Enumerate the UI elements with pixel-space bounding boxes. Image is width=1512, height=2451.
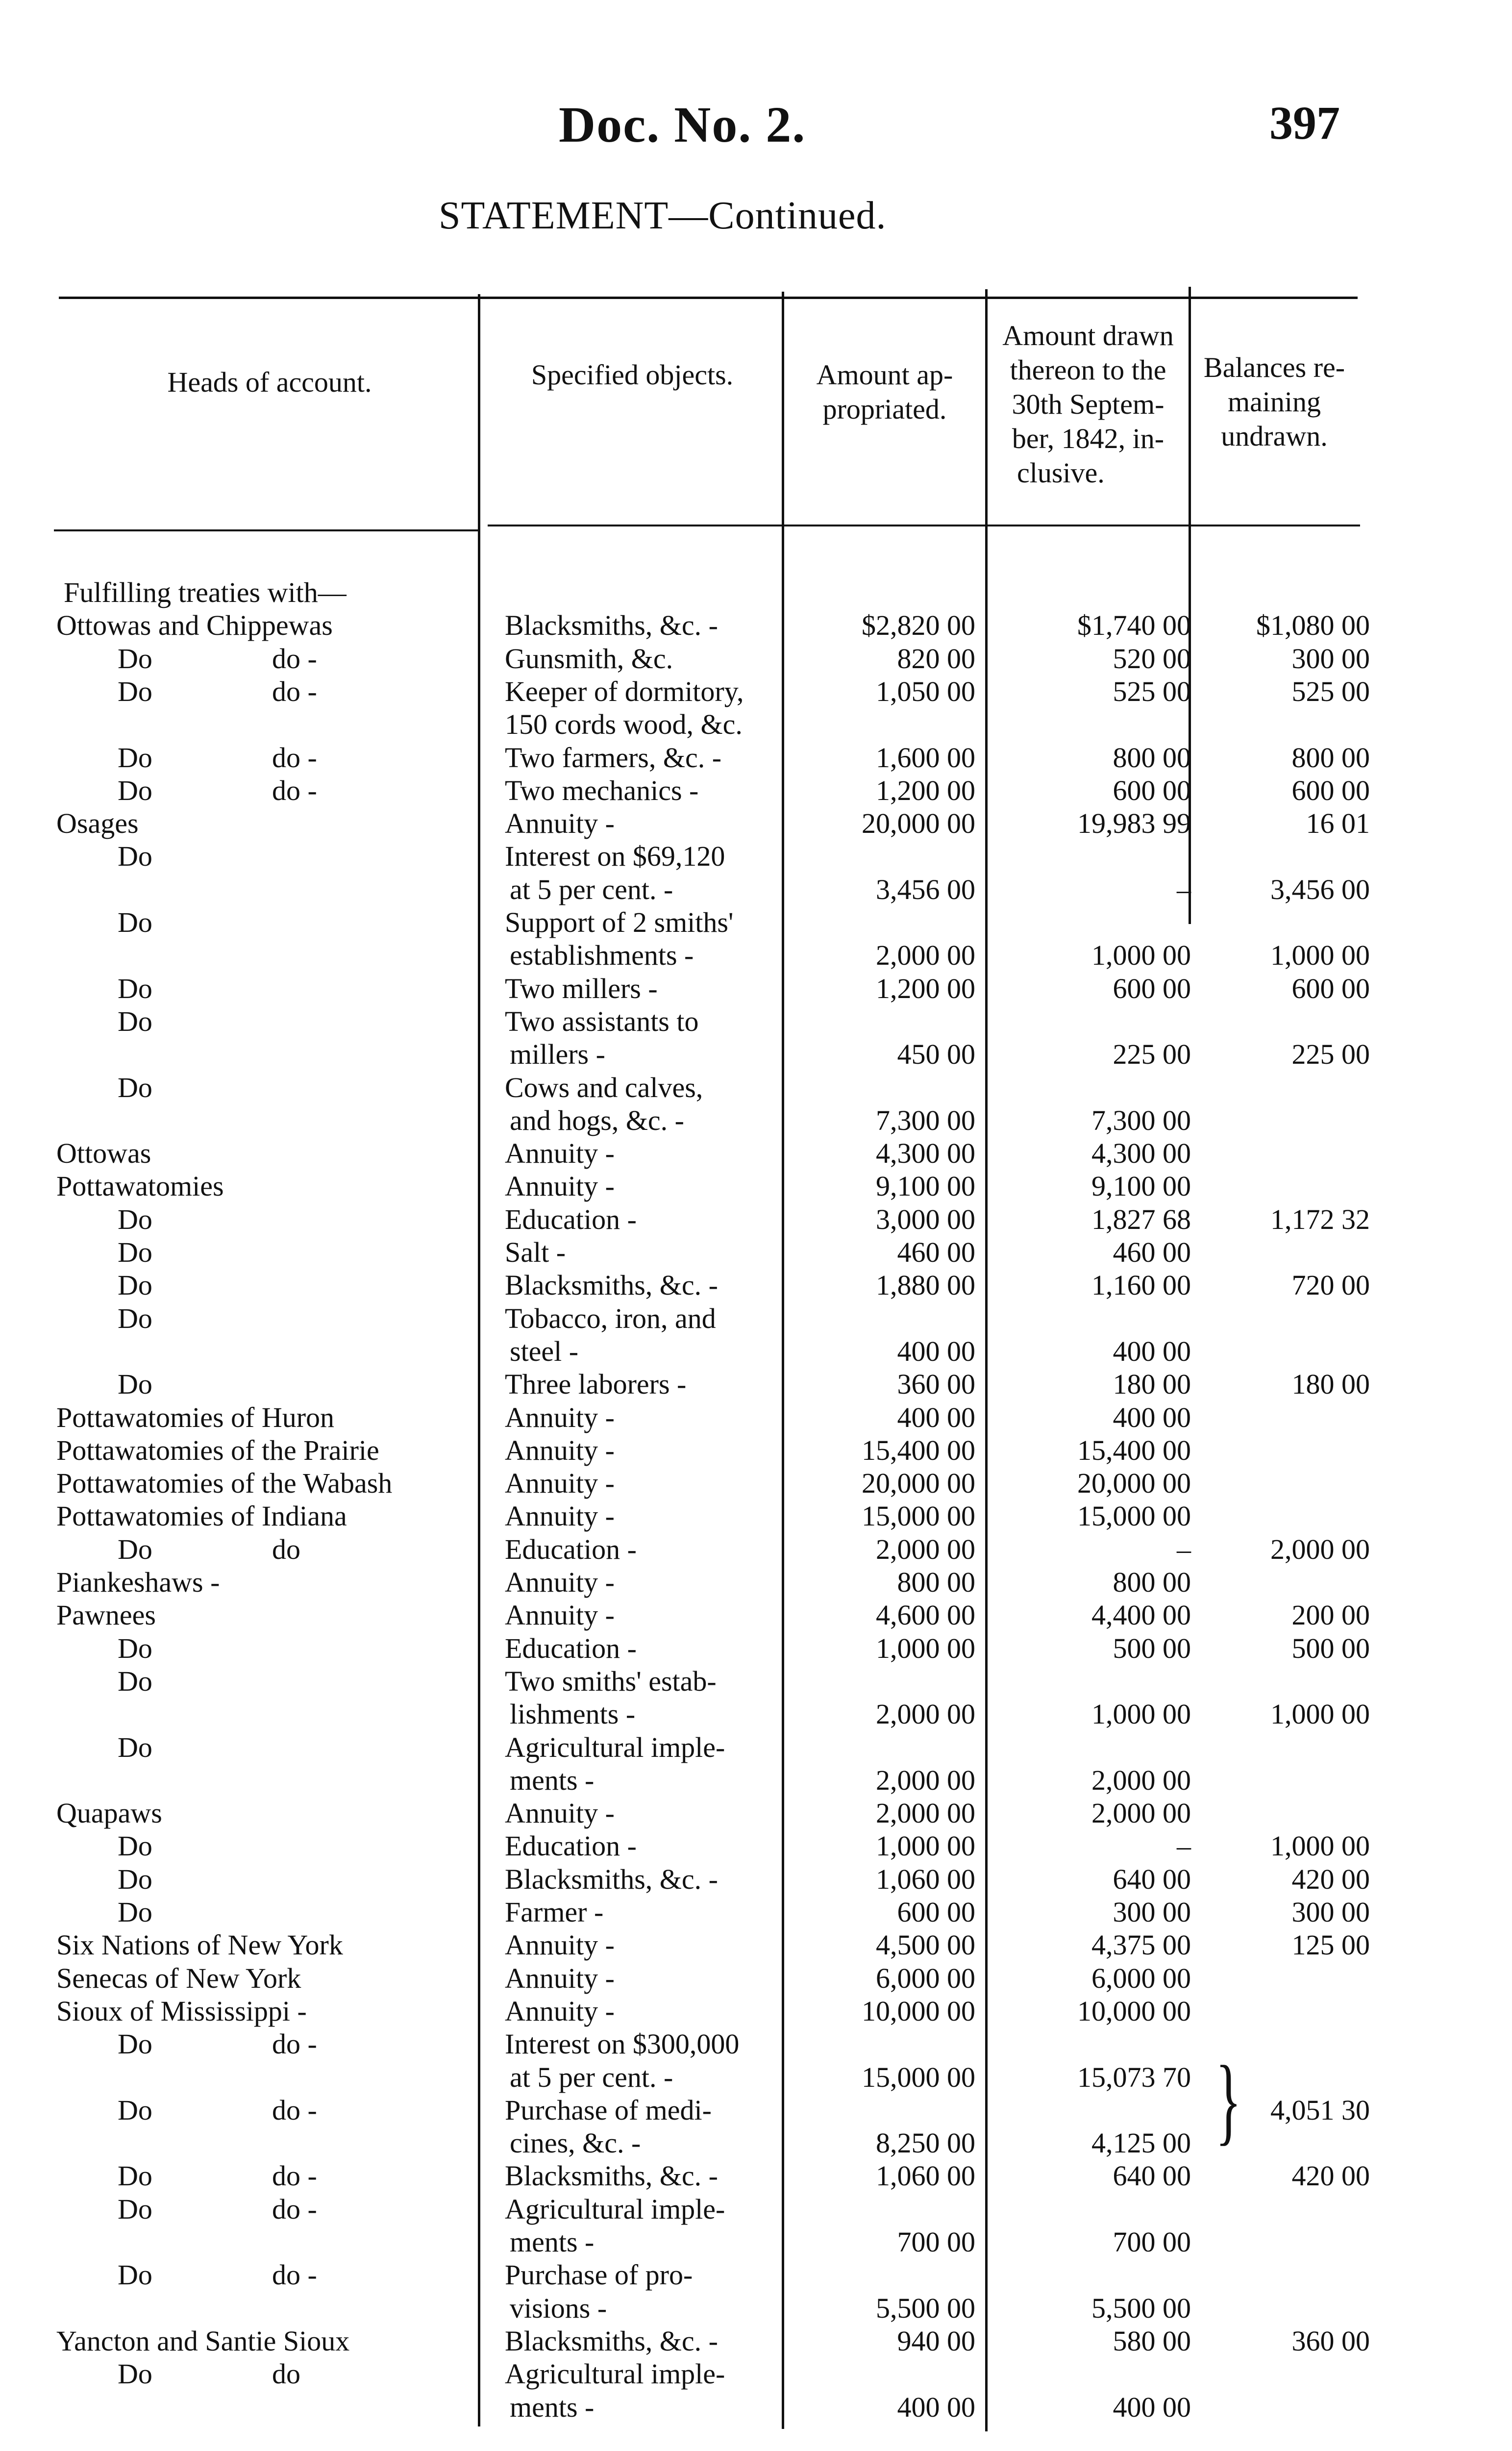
table-row bbox=[0, 1335, 1512, 1368]
table-row bbox=[0, 741, 1512, 775]
table-row bbox=[0, 807, 1512, 840]
cell-head-of-account: Do bbox=[118, 840, 152, 872]
cell-head-ditto: do bbox=[272, 1533, 300, 1565]
cell-specified-object: Blacksmiths, &c. - bbox=[505, 2160, 718, 2192]
cell-specified-object: ments - bbox=[510, 2226, 595, 2258]
cell-amount-appropriated: 4,500 00 bbox=[876, 1929, 975, 1961]
header-heads-of-account bbox=[74, 365, 466, 400]
cell-specified-object: Two millers - bbox=[505, 973, 658, 1004]
cell-specified-object: Annuity - bbox=[505, 1962, 615, 1994]
cell-specified-object: Annuity - bbox=[505, 1500, 615, 1532]
cell-specified-object: Tobacco, iron, and bbox=[505, 1302, 716, 1334]
cell-amount-appropriated: 2,000 00 bbox=[876, 1764, 975, 1796]
cell-amount-drawn: 19,983 99 bbox=[1077, 807, 1191, 839]
cell-head-of-account: Do bbox=[118, 1368, 152, 1400]
header-bottom-rule-right bbox=[488, 525, 1360, 526]
cell-head-of-account: Do bbox=[118, 1269, 152, 1301]
cell-amount-drawn: 15,400 00 bbox=[1077, 1434, 1191, 1466]
cell-amount-drawn: 20,000 00 bbox=[1077, 1467, 1191, 1499]
cell-amount-drawn: – bbox=[1177, 874, 1191, 905]
cell-amount-drawn: 640 00 bbox=[1113, 2160, 1191, 2192]
cell-amount-drawn: 4,375 00 bbox=[1091, 1929, 1191, 1961]
cell-amount-appropriated: 1,000 00 bbox=[876, 1632, 975, 1664]
cell-head-of-account: Do bbox=[118, 742, 152, 774]
cell-specified-object: establishments - bbox=[510, 939, 694, 971]
cell-specified-object: Annuity - bbox=[505, 1170, 615, 1202]
cell-amount-appropriated: 15,400 00 bbox=[862, 1434, 975, 1466]
cell-head-of-account: Ottowas and Chippewas bbox=[56, 609, 333, 641]
cell-amount-drawn: 5,500 00 bbox=[1091, 2292, 1191, 2324]
cell-head-of-account: Fulfilling treaties with— bbox=[64, 576, 347, 608]
table-row bbox=[0, 2391, 1512, 2424]
table-row bbox=[0, 1203, 1512, 1236]
cell-amount-appropriated: 20,000 00 bbox=[862, 1467, 975, 1499]
cell-specified-object: Purchase of medi- bbox=[505, 2094, 712, 2126]
table-row bbox=[0, 1962, 1512, 1995]
cell-head-of-account: Sioux of Mississippi - bbox=[56, 1995, 307, 2027]
cell-balance-undrawn: 180 00 bbox=[1291, 1368, 1370, 1400]
cell-head-of-account: Do bbox=[118, 1203, 152, 1235]
cell-head-of-account: Pottawatomies of the Wabash bbox=[56, 1467, 393, 1499]
cell-head-of-account: Six Nations of New York bbox=[56, 1929, 343, 1961]
table-row bbox=[0, 1071, 1512, 1104]
table-row bbox=[0, 906, 1512, 939]
cell-balance-undrawn: 300 00 bbox=[1291, 643, 1370, 675]
cell-specified-object: Gunsmith, &c. bbox=[505, 643, 673, 675]
cell-specified-object: Annuity - bbox=[505, 1929, 615, 1961]
cell-balance-undrawn: 500 00 bbox=[1291, 1632, 1370, 1664]
cell-specified-object: Annuity - bbox=[505, 1467, 615, 1499]
cell-amount-appropriated: 6,000 00 bbox=[876, 1962, 975, 1994]
cell-amount-drawn: 600 00 bbox=[1113, 973, 1191, 1004]
cell-head-ditto: do - bbox=[272, 2259, 317, 2291]
table-row bbox=[0, 1500, 1512, 1533]
cell-head-of-account: Do bbox=[118, 1533, 152, 1565]
cell-amount-drawn: 1,000 00 bbox=[1091, 939, 1191, 971]
cell-specified-object: Two smiths' estab- bbox=[505, 1665, 717, 1697]
cell-head-of-account: Do bbox=[118, 643, 152, 675]
table-row bbox=[0, 1137, 1512, 1170]
table-row bbox=[0, 1764, 1512, 1797]
cell-amount-drawn: 225 00 bbox=[1113, 1038, 1191, 1070]
table-row bbox=[0, 2258, 1512, 2292]
cell-amount-appropriated: 1,060 00 bbox=[876, 1863, 975, 1895]
cell-specified-object: Interest on $300,000 bbox=[505, 2028, 740, 2060]
cell-head-of-account: Do bbox=[118, 2094, 152, 2126]
cell-head-of-account: Do bbox=[118, 2259, 152, 2291]
header-heads-label: Heads of account. bbox=[167, 366, 372, 398]
table-row bbox=[0, 2027, 1512, 2061]
cell-specified-object: ments - bbox=[510, 2391, 595, 2423]
cell-amount-drawn: 1,000 00 bbox=[1091, 1698, 1191, 1730]
cell-amount-drawn: 400 00 bbox=[1113, 1401, 1191, 1433]
cell-amount-drawn: 7,300 00 bbox=[1091, 1104, 1191, 1136]
cell-amount-appropriated: 2,000 00 bbox=[876, 1533, 975, 1565]
table-row bbox=[0, 609, 1512, 642]
cell-specified-object: Annuity - bbox=[505, 807, 615, 839]
cell-specified-object: Three laborers - bbox=[505, 1368, 687, 1400]
cell-amount-drawn: 4,125 00 bbox=[1091, 2127, 1191, 2159]
cell-amount-drawn: 460 00 bbox=[1113, 1236, 1191, 1268]
cell-amount-appropriated: 1,060 00 bbox=[876, 2160, 975, 2192]
cell-amount-drawn: 600 00 bbox=[1113, 775, 1191, 806]
cell-specified-object: 150 cords wood, &c. bbox=[505, 708, 743, 740]
table-top-rule bbox=[59, 297, 1358, 299]
cell-specified-object: Purchase of pro- bbox=[505, 2259, 693, 2291]
cell-amount-appropriated: 8,250 00 bbox=[876, 2127, 975, 2159]
table-row bbox=[0, 1829, 1512, 1863]
cell-amount-appropriated: 400 00 bbox=[897, 1335, 975, 1367]
cell-specified-object: ments - bbox=[510, 1764, 595, 1796]
cell-specified-object: Agricultural imple- bbox=[505, 2358, 725, 2390]
cell-amount-drawn: 580 00 bbox=[1113, 2325, 1191, 2357]
cell-amount-appropriated: 700 00 bbox=[897, 2226, 975, 2258]
cell-amount-appropriated: 20,000 00 bbox=[862, 807, 975, 839]
table-row bbox=[0, 2292, 1512, 2325]
table-row bbox=[0, 1302, 1512, 1335]
cell-specified-object: Two mechanics - bbox=[505, 775, 699, 806]
cell-balance-undrawn: $1,080 00 bbox=[1256, 609, 1370, 641]
cell-specified-object: Two farmers, &c. - bbox=[505, 742, 722, 774]
table-row bbox=[0, 1401, 1512, 1434]
cell-amount-appropriated: 10,000 00 bbox=[862, 1995, 975, 2027]
table-row bbox=[0, 840, 1512, 873]
cell-head-of-account: Do bbox=[118, 906, 152, 938]
cell-specified-object: cines, &c. - bbox=[510, 2127, 641, 2159]
cell-head-of-account: Do bbox=[118, 1005, 152, 1037]
cell-amount-drawn: 300 00 bbox=[1113, 1896, 1191, 1928]
cell-specified-object: visions - bbox=[510, 2292, 607, 2324]
cell-specified-object: Education - bbox=[505, 1830, 637, 1862]
table-row bbox=[0, 939, 1512, 972]
table-row bbox=[0, 1797, 1512, 1830]
cell-balance-undrawn: 600 00 bbox=[1291, 775, 1370, 806]
cell-amount-appropriated: 3,456 00 bbox=[876, 874, 975, 905]
cell-amount-appropriated: 1,050 00 bbox=[876, 675, 975, 707]
table-row bbox=[0, 1038, 1512, 1071]
table-row bbox=[0, 1236, 1512, 1269]
header-specified-objects bbox=[490, 358, 774, 392]
cell-amount-drawn: 2,000 00 bbox=[1091, 1764, 1191, 1796]
cell-head-of-account: Do bbox=[118, 1665, 152, 1697]
cell-balance-undrawn: 1,000 00 bbox=[1270, 1698, 1370, 1730]
cell-head-of-account: Do bbox=[118, 2193, 152, 2225]
cell-specified-object: Annuity - bbox=[505, 1401, 615, 1433]
cell-amount-appropriated: 450 00 bbox=[897, 1038, 975, 1070]
cell-balance-undrawn: 2,000 00 bbox=[1270, 1533, 1370, 1565]
table-row bbox=[0, 1731, 1512, 1764]
header-drawn-line2: thereon to the bbox=[1010, 354, 1166, 386]
header-drawn-line4: ber, 1842, in- bbox=[1012, 423, 1165, 454]
cell-amount-drawn: 15,000 00 bbox=[1077, 1500, 1191, 1532]
cell-amount-appropriated: 1,600 00 bbox=[876, 742, 975, 774]
cell-amount-drawn: 4,400 00 bbox=[1091, 1599, 1191, 1631]
cell-amount-drawn: 15,073 70 bbox=[1077, 2061, 1191, 2093]
cell-amount-drawn: 10,000 00 bbox=[1077, 1995, 1191, 2027]
cell-amount-drawn: 525 00 bbox=[1113, 675, 1191, 707]
cell-head-of-account: Do bbox=[118, 1632, 152, 1664]
table-row bbox=[0, 2357, 1512, 2391]
cell-head-of-account: Do bbox=[118, 1731, 152, 1763]
cell-head-ditto: do bbox=[272, 2358, 300, 2390]
cell-amount-appropriated: 4,600 00 bbox=[876, 1599, 975, 1631]
table-row bbox=[0, 2193, 1512, 2226]
curly-brace-icon: } bbox=[1215, 2046, 1241, 2154]
cell-balance-undrawn: 1,000 00 bbox=[1270, 939, 1370, 971]
cell-head-ditto: do - bbox=[272, 742, 317, 774]
cell-balance-undrawn: 3,456 00 bbox=[1270, 874, 1370, 905]
table-row bbox=[0, 2325, 1512, 2358]
header-amount-line1: Amount ap- bbox=[816, 359, 953, 391]
cell-head-of-account: Ottowas bbox=[56, 1137, 151, 1169]
cell-amount-drawn: 520 00 bbox=[1113, 643, 1191, 675]
cell-specified-object: Salt - bbox=[505, 1236, 566, 1268]
table-row bbox=[0, 2061, 1512, 2094]
table-row bbox=[0, 1005, 1512, 1038]
cell-amount-appropriated: 7,300 00 bbox=[876, 1104, 975, 1136]
header-objects-label: Specified objects. bbox=[531, 359, 734, 391]
cell-specified-object: Blacksmiths, &c. - bbox=[505, 609, 718, 641]
cell-specified-object: Annuity - bbox=[505, 1566, 615, 1598]
cell-amount-appropriated: 3,000 00 bbox=[876, 1203, 975, 1235]
cell-head-ditto: do - bbox=[272, 675, 317, 707]
cell-amount-appropriated: 820 00 bbox=[897, 643, 975, 675]
cell-balance-undrawn: 420 00 bbox=[1291, 2160, 1370, 2192]
cell-specified-object: Blacksmiths, &c. - bbox=[505, 1269, 718, 1301]
cell-amount-appropriated: 400 00 bbox=[897, 1401, 975, 1433]
page-number: 397 bbox=[1269, 97, 1340, 149]
header-balance-line3: undrawn. bbox=[1221, 420, 1328, 452]
table-row bbox=[0, 1104, 1512, 1137]
cell-balance-undrawn: 225 00 bbox=[1291, 1038, 1370, 1070]
cell-head-ditto: do - bbox=[272, 775, 317, 806]
cell-specified-object: Education - bbox=[505, 1533, 637, 1565]
table-row bbox=[0, 1368, 1512, 1401]
cell-amount-appropriated: 2,000 00 bbox=[876, 939, 975, 971]
cell-specified-object: Blacksmiths, &c. - bbox=[505, 2325, 718, 2357]
cell-head-of-account: Do bbox=[118, 1863, 152, 1895]
table-row bbox=[0, 1269, 1512, 1302]
cell-head-of-account: Pottawatomies of Huron bbox=[56, 1401, 335, 1433]
cell-head-of-account: Do bbox=[118, 2358, 152, 2390]
cell-amount-appropriated: 940 00 bbox=[897, 2325, 975, 2357]
table-row bbox=[0, 1566, 1512, 1599]
cell-amount-drawn: 4,300 00 bbox=[1091, 1137, 1191, 1169]
cell-specified-object: Agricultural imple- bbox=[505, 2193, 725, 2225]
cell-balance-undrawn: 360 00 bbox=[1291, 2325, 1370, 2357]
table-row bbox=[0, 2159, 1512, 2193]
cell-balance-undrawn: 800 00 bbox=[1291, 742, 1370, 774]
cell-amount-drawn: 1,160 00 bbox=[1091, 1269, 1191, 1301]
cell-specified-object: at 5 per cent. - bbox=[510, 874, 673, 905]
cell-amount-appropriated: 2,000 00 bbox=[876, 1797, 975, 1829]
header-balance-line2: maining bbox=[1227, 386, 1321, 418]
cell-head-ditto: do - bbox=[272, 2028, 317, 2060]
cell-amount-drawn: 500 00 bbox=[1113, 1632, 1191, 1664]
table-row bbox=[0, 1434, 1512, 1467]
cell-specified-object: steel - bbox=[510, 1335, 579, 1367]
cell-specified-object: Support of 2 smiths' bbox=[505, 906, 734, 938]
cell-amount-appropriated: 1,200 00 bbox=[876, 973, 975, 1004]
cell-amount-drawn: 400 00 bbox=[1113, 1335, 1191, 1367]
header-bottom-rule-left bbox=[54, 529, 480, 531]
cell-specified-object: and hogs, &c. - bbox=[510, 1104, 684, 1136]
cell-specified-object: Keeper of dormitory, bbox=[505, 675, 744, 707]
cell-amount-appropriated: 460 00 bbox=[897, 1236, 975, 1268]
cell-amount-drawn: 640 00 bbox=[1113, 1863, 1191, 1895]
table-row bbox=[0, 1533, 1512, 1566]
cell-amount-appropriated: 4,300 00 bbox=[876, 1137, 975, 1169]
cell-specified-object: at 5 per cent. - bbox=[510, 2061, 673, 2093]
cell-balance-undrawn: 525 00 bbox=[1291, 675, 1370, 707]
cell-amount-appropriated: 1,200 00 bbox=[876, 775, 975, 806]
table-row bbox=[0, 1995, 1512, 2028]
cell-amount-drawn: 9,100 00 bbox=[1091, 1170, 1191, 1202]
cell-head-of-account: Do bbox=[118, 1896, 152, 1928]
cell-specified-object: Annuity - bbox=[505, 1434, 615, 1466]
cell-head-of-account: Pottawatomies bbox=[56, 1170, 224, 1202]
header-drawn-line1: Amount drawn bbox=[1002, 320, 1174, 351]
cell-amount-drawn: 1,827 68 bbox=[1091, 1203, 1191, 1235]
cell-head-of-account: Pottawatomies of the Prairie bbox=[56, 1434, 379, 1466]
cell-specified-object: lishments - bbox=[510, 1698, 636, 1730]
header-amount-appropriated bbox=[789, 358, 980, 426]
cell-amount-drawn: 6,000 00 bbox=[1091, 1962, 1191, 1994]
cell-amount-drawn: 800 00 bbox=[1113, 1566, 1191, 1598]
cell-specified-object: Annuity - bbox=[505, 1599, 615, 1631]
cell-balance-undrawn: 600 00 bbox=[1291, 973, 1370, 1004]
statement-subtitle: STATEMENT—Continued. bbox=[439, 194, 887, 237]
cell-amount-appropriated: 2,000 00 bbox=[876, 1698, 975, 1730]
table-row bbox=[0, 1698, 1512, 1731]
cell-head-of-account: Do bbox=[118, 2028, 152, 2060]
cell-amount-appropriated: 400 00 bbox=[897, 2391, 975, 2423]
cell-amount-appropriated: 9,100 00 bbox=[876, 1170, 975, 1202]
cell-amount-appropriated: 600 00 bbox=[897, 1896, 975, 1928]
header-balance-line1: Balances re- bbox=[1203, 351, 1345, 383]
cell-head-of-account: Senecas of New York bbox=[56, 1962, 301, 1994]
cell-balance-undrawn: 200 00 bbox=[1291, 1599, 1370, 1631]
cell-balance-undrawn: 16 01 bbox=[1306, 807, 1370, 839]
cell-head-ditto: do - bbox=[272, 2094, 317, 2126]
cell-head-of-account: Do bbox=[118, 2160, 152, 2192]
cell-head-ditto: do - bbox=[272, 643, 317, 675]
table-row bbox=[0, 1599, 1512, 1632]
cell-amount-drawn: $1,740 00 bbox=[1077, 609, 1191, 641]
header-amount-line2: propriated. bbox=[822, 393, 947, 425]
header-drawn-line3: 30th Septem- bbox=[1012, 388, 1165, 420]
document-title: Doc. No. 2. bbox=[559, 97, 806, 153]
cell-head-of-account: Quapaws bbox=[56, 1797, 162, 1829]
cell-head-of-account: Do bbox=[118, 1830, 152, 1862]
cell-specified-object: Annuity - bbox=[505, 1797, 615, 1829]
table-row bbox=[0, 774, 1512, 807]
cell-head-of-account: Do bbox=[118, 1236, 152, 1268]
cell-head-of-account: Do bbox=[118, 1302, 152, 1334]
cell-balance-undrawn: 1,000 00 bbox=[1270, 1830, 1370, 1862]
cell-amount-drawn: 180 00 bbox=[1113, 1368, 1191, 1400]
table-row bbox=[0, 2226, 1512, 2259]
table-row bbox=[0, 1896, 1512, 1929]
table-row bbox=[0, 1632, 1512, 1665]
cell-amount-drawn: – bbox=[1177, 1533, 1191, 1565]
cell-head-of-account: Pottawatomies of Indiana bbox=[56, 1500, 347, 1532]
cell-amount-drawn: 800 00 bbox=[1113, 742, 1191, 774]
cell-specified-object: Farmer - bbox=[505, 1896, 604, 1928]
cell-amount-drawn: – bbox=[1177, 1830, 1191, 1862]
cell-specified-object: Education - bbox=[505, 1632, 637, 1664]
cell-specified-object: Cows and calves, bbox=[505, 1072, 703, 1103]
cell-head-of-account: Pawnees bbox=[56, 1599, 156, 1631]
cell-amount-appropriated: 5,500 00 bbox=[876, 2292, 975, 2324]
table-row bbox=[0, 675, 1512, 708]
cell-specified-object: Interest on $69,120 bbox=[505, 840, 725, 872]
cell-balance-undrawn: 1,172 32 bbox=[1270, 1203, 1370, 1235]
table-row bbox=[0, 1863, 1512, 1896]
cell-amount-drawn: 700 00 bbox=[1113, 2226, 1191, 2258]
table-row bbox=[0, 1928, 1512, 1962]
cell-head-of-account: Do bbox=[118, 1072, 152, 1103]
cell-specified-object: Annuity - bbox=[505, 1995, 615, 2027]
cell-head-of-account: Yancton and Santie Sioux bbox=[56, 2325, 350, 2357]
header-balances bbox=[1191, 350, 1358, 453]
cell-balance-undrawn: 420 00 bbox=[1291, 1863, 1370, 1895]
cell-head-ditto: do - bbox=[272, 2193, 317, 2225]
cell-specified-object: Annuity - bbox=[505, 1137, 615, 1169]
cell-amount-appropriated: 1,000 00 bbox=[876, 1830, 975, 1862]
cell-balance-undrawn: 125 00 bbox=[1291, 1929, 1370, 1961]
cell-specified-object: Agricultural imple- bbox=[505, 1731, 725, 1763]
cell-balance-undrawn: 720 00 bbox=[1291, 1269, 1370, 1301]
cell-amount-appropriated: 800 00 bbox=[897, 1566, 975, 1598]
cell-amount-appropriated: 360 00 bbox=[897, 1368, 975, 1400]
cell-specified-object: Two assistants to bbox=[505, 1005, 699, 1037]
cell-specified-object: Blacksmiths, &c. - bbox=[505, 1863, 718, 1895]
cell-amount-appropriated: 1,880 00 bbox=[876, 1269, 975, 1301]
cell-balance-undrawn: 4,051 30 bbox=[1270, 2094, 1370, 2126]
cell-head-of-account: Do bbox=[118, 775, 152, 806]
table-row bbox=[0, 1665, 1512, 1698]
cell-specified-object: millers - bbox=[510, 1038, 605, 1070]
table-row bbox=[0, 576, 1512, 609]
cell-head-of-account: Do bbox=[118, 675, 152, 707]
cell-amount-appropriated: 15,000 00 bbox=[862, 2061, 975, 2093]
cell-specified-object: Education - bbox=[505, 1203, 637, 1235]
table-row bbox=[0, 2126, 1512, 2160]
table-row bbox=[0, 708, 1512, 741]
cell-head-of-account: Piankeshaws - bbox=[56, 1566, 220, 1598]
cell-head-of-account: Do bbox=[118, 973, 152, 1004]
table-row bbox=[0, 1170, 1512, 1203]
table-row bbox=[0, 1467, 1512, 1500]
cell-head-ditto: do - bbox=[272, 2160, 317, 2192]
header-drawn-line5: clusive. bbox=[1017, 457, 1105, 489]
cell-amount-drawn: 400 00 bbox=[1113, 2391, 1191, 2423]
cell-amount-appropriated: 15,000 00 bbox=[862, 1500, 975, 1532]
header-amount-drawn bbox=[988, 319, 1189, 490]
table-row bbox=[0, 642, 1512, 675]
cell-amount-drawn: 2,000 00 bbox=[1091, 1797, 1191, 1829]
table-row bbox=[0, 972, 1512, 1005]
table-row bbox=[0, 2094, 1512, 2127]
cell-balance-undrawn: 300 00 bbox=[1291, 1896, 1370, 1928]
table-row bbox=[0, 873, 1512, 906]
cell-head-of-account: Osages bbox=[56, 807, 139, 839]
cell-amount-appropriated: $2,820 00 bbox=[862, 609, 975, 641]
